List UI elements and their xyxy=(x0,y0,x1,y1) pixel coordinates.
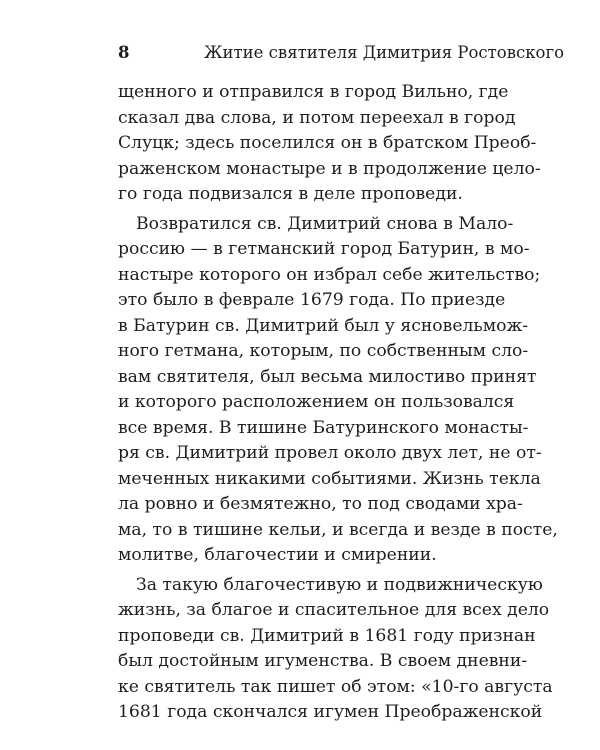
text-line: Слуцк; здесь поселился он в братском Преоб- xyxy=(118,133,537,153)
text-line: ла ровно и безмятежно, то под сводами хра- xyxy=(118,494,523,514)
text-line: раженском монастыре и в продолжение цело- xyxy=(118,158,541,179)
text-line: молитве, благочестии и смирении. xyxy=(118,545,437,565)
page-number: 8 xyxy=(118,43,130,62)
text-line: го года подвизался в деле проповеди. xyxy=(118,184,463,204)
running-head xyxy=(118,40,565,66)
text-line: ма, то в тишине кельи, и всегда и везде в посте, xyxy=(118,519,558,540)
text-line: проповеди св. Димитрий в 1681 году признан xyxy=(118,625,536,646)
text-line: был достойным игуменства. В своем дневни- xyxy=(118,651,528,671)
body-text xyxy=(118,80,558,726)
text-line: ря св. Димитрий провел около двух лет, не от- xyxy=(118,443,542,463)
text-line: 1681 года скончался игумен Преображенской xyxy=(118,702,543,722)
paragraph xyxy=(118,212,558,569)
text-line: в Батурин св. Димитрий был у ясновельмож- xyxy=(118,315,529,336)
text-line: россию — в гетманский город Батурин, в мо- xyxy=(118,239,530,259)
running-title: Житие святителя Димитрия Ростовского xyxy=(204,43,565,62)
paragraph xyxy=(118,573,553,726)
text-line: За такую благочестивую и подвижническую xyxy=(136,574,543,595)
text-line: сказал два слова, и потом переехал в город xyxy=(118,107,516,128)
text-line: ке святитель так пишет об этом: «10-го августа xyxy=(118,676,553,697)
text-line: меченных никакими событиями. Жизнь текла xyxy=(118,468,541,489)
text-line: вам святителя, был весьма милостиво принят xyxy=(118,366,537,387)
paragraph xyxy=(118,80,541,208)
text-line: настыре которого он избрал себе жительство; xyxy=(118,264,541,285)
text-line: жизнь, за благое и спасительное для всех дело xyxy=(118,600,550,620)
text-line: ного гетмана, которым, по собственным сло- xyxy=(118,341,529,361)
text-line: все время. В тишине Батуринского монасты- xyxy=(118,417,529,438)
text-line: щенного и отправился в город Вильно, где xyxy=(118,82,509,102)
text-line: и которого расположением он пользовался xyxy=(118,392,515,412)
text-line: это было в феврале 1679 года. По приезде xyxy=(118,290,506,310)
text-line: Возвратился св. Димитрий снова в Мало- xyxy=(136,213,514,234)
